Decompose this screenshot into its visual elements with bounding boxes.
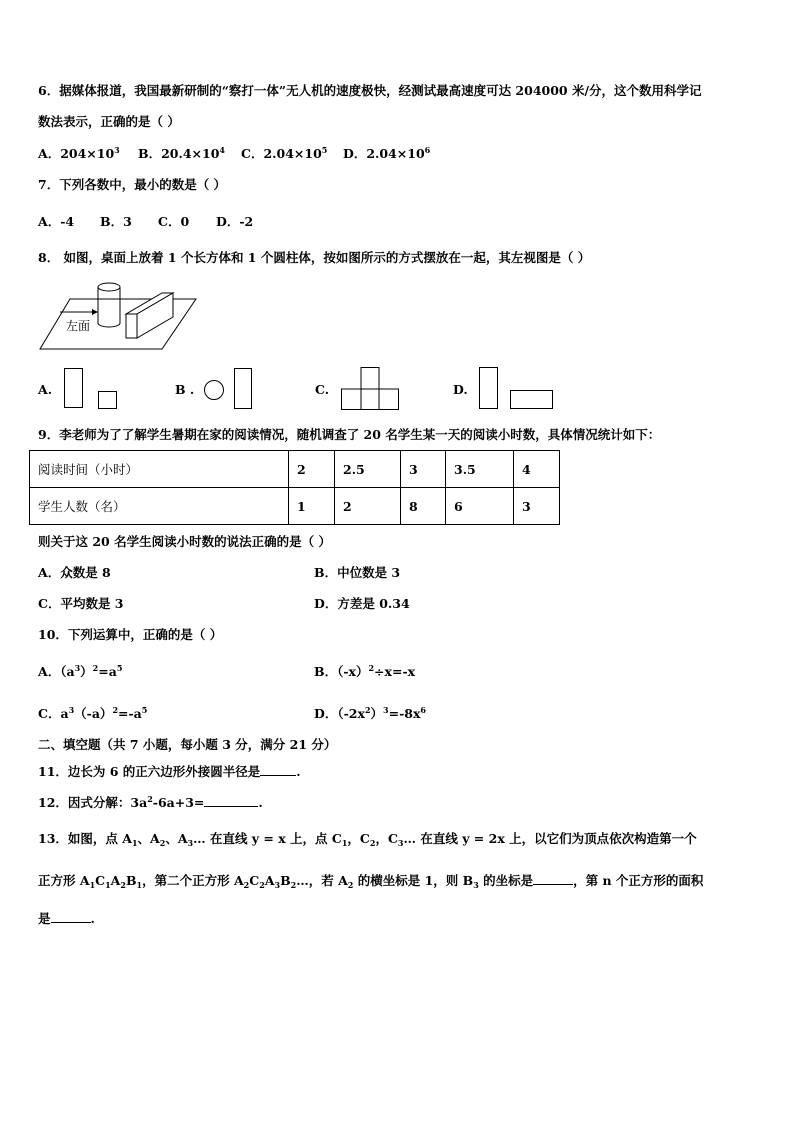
table-row (30, 488, 560, 525)
q11: 11．边长为 6 的正六边形外接圆半径是 . (38, 764, 301, 779)
table-cell: 3 (514, 488, 560, 525)
q6-option-d[interactable]: D．$2.04\times 10^6$ (343, 145, 431, 161)
q6-option-a[interactable]: A．$204\times 10^3$ (38, 145, 120, 161)
left-view-label: 左面 (66, 319, 91, 333)
option-a-small-square (98, 391, 117, 409)
q13-line2: 正方形 $A_1C_1A_2B_1$，第二个正方形 $A_2C_2A_3B_2\dots$，若 $A_2$ 的横坐标是 1，则 $B_3$ 的坐标是 ，第 n 个正方形的面积 (38, 873, 704, 890)
q13-line1: 13．如图，点 $A_1$、$A_2$、$A_3\dots$ 在直线 y = x 上，点 $C_1$，$C_2$，$C_3\dots$ 在直线 y = 2x 上，以它们为顶点依次构造第一个 (38, 831, 697, 848)
table-cell: 3 (401, 451, 446, 488)
q7-stem: 7．下列各数中，最小的数是（ ） (38, 177, 227, 192)
q8-option-a[interactable]: A. (38, 382, 53, 397)
option-c-t-shape (341, 367, 399, 410)
q9-option-d[interactable]: D．方差是 0.34 (314, 596, 410, 611)
q9-option-b[interactable]: B．中位数是 3 (314, 565, 401, 580)
q7-option-b[interactable]: B．3 (100, 214, 132, 229)
q10-option-d[interactable]: D．$(-2x^2)^3=-8x^6$ (314, 705, 426, 721)
table-cell: 1 (289, 488, 335, 525)
answer-blank[interactable] (260, 763, 296, 776)
section-heading-fill-in: 二、填空题（共 7 小题，每小题 3 分，满分 21 分） (38, 737, 337, 752)
option-d-tall-rect (479, 367, 498, 409)
q6-stem-line1: 6．据媒体报道，我国最新研制的“察打一体”无人机的速度极快，经测试最高速度可达 204000 米/分，这个数用科学记 (38, 83, 702, 98)
q9-question: 则关于这 20 名学生阅读小时数的说法正确的是（ ） (38, 534, 331, 549)
option-d-wide-rect (510, 390, 553, 409)
q7-option-d[interactable]: D．-2 (216, 214, 254, 229)
q8-option-c[interactable]: C. (315, 382, 330, 397)
table-with-cylinder-and-cuboid-figure (38, 277, 198, 352)
q9-option-a[interactable]: A．众数是 8 (38, 565, 111, 580)
table-cell: 4 (514, 451, 560, 488)
q8-solids-figure (38, 277, 198, 352)
table-row-header: 学生人数（名） (30, 488, 289, 525)
table-cell: 2 (289, 451, 335, 488)
answer-blank[interactable] (204, 794, 258, 807)
option-b-circle (204, 380, 224, 400)
answer-blank-b3[interactable] (533, 872, 573, 885)
q7-option-a[interactable]: A．-4 (38, 214, 75, 229)
q6-option-b[interactable]: B．$20.4\times 10^4$ (138, 145, 225, 161)
q6-option-c[interactable]: C．$2.04\times 10^5$ (241, 145, 328, 161)
answer-blank-area[interactable] (51, 910, 91, 923)
q9-option-c[interactable]: C．平均数是 3 (38, 596, 124, 611)
q10-option-a[interactable]: A．$(a^3)^2=a^5$ (38, 663, 123, 679)
q9-stem: 9．李老师为了了解学生暑期在家的阅读情况，随机调查了 20 名学生某一天的阅读小时数，具体情况统计如下： (38, 427, 661, 442)
q8-stem: 8． 如图，桌面上放着 1 个长方体和 1 个圆柱体，按如图所示的方式摆放在一起，其左视图是（ ） (38, 250, 591, 265)
q8-option-b[interactable]: B . (175, 382, 195, 397)
option-b-tall-rect (234, 368, 252, 409)
table-cell: 2.5 (335, 451, 401, 488)
q7-option-c[interactable]: C．0 (158, 214, 190, 229)
q10-stem: 10．下列运算中，正确的是（ ） (38, 627, 223, 642)
q6-stem-line2: 数法表示，正确的是（ ） (38, 114, 180, 129)
table-row (30, 451, 560, 488)
reading-time-table (29, 450, 560, 525)
table-cell: 3.5 (446, 451, 514, 488)
q13-line3: 是 . (38, 911, 95, 926)
table-cell: 6 (446, 488, 514, 525)
table-row-header: 阅读时间（小时） (30, 451, 289, 488)
q10-option-b[interactable]: B．$(-x)^2\div x=-x$ (314, 663, 416, 679)
q10-option-c[interactable]: C．$a^3(-a)^2=-a^5$ (38, 705, 148, 721)
option-a-tall-rect (64, 368, 83, 408)
q12: 12．因式分解：$3a^2-6a+3=$ . (38, 794, 263, 810)
table-cell: 2 (335, 488, 401, 525)
table-cell: 8 (401, 488, 446, 525)
q8-option-d[interactable]: D. (453, 382, 468, 397)
